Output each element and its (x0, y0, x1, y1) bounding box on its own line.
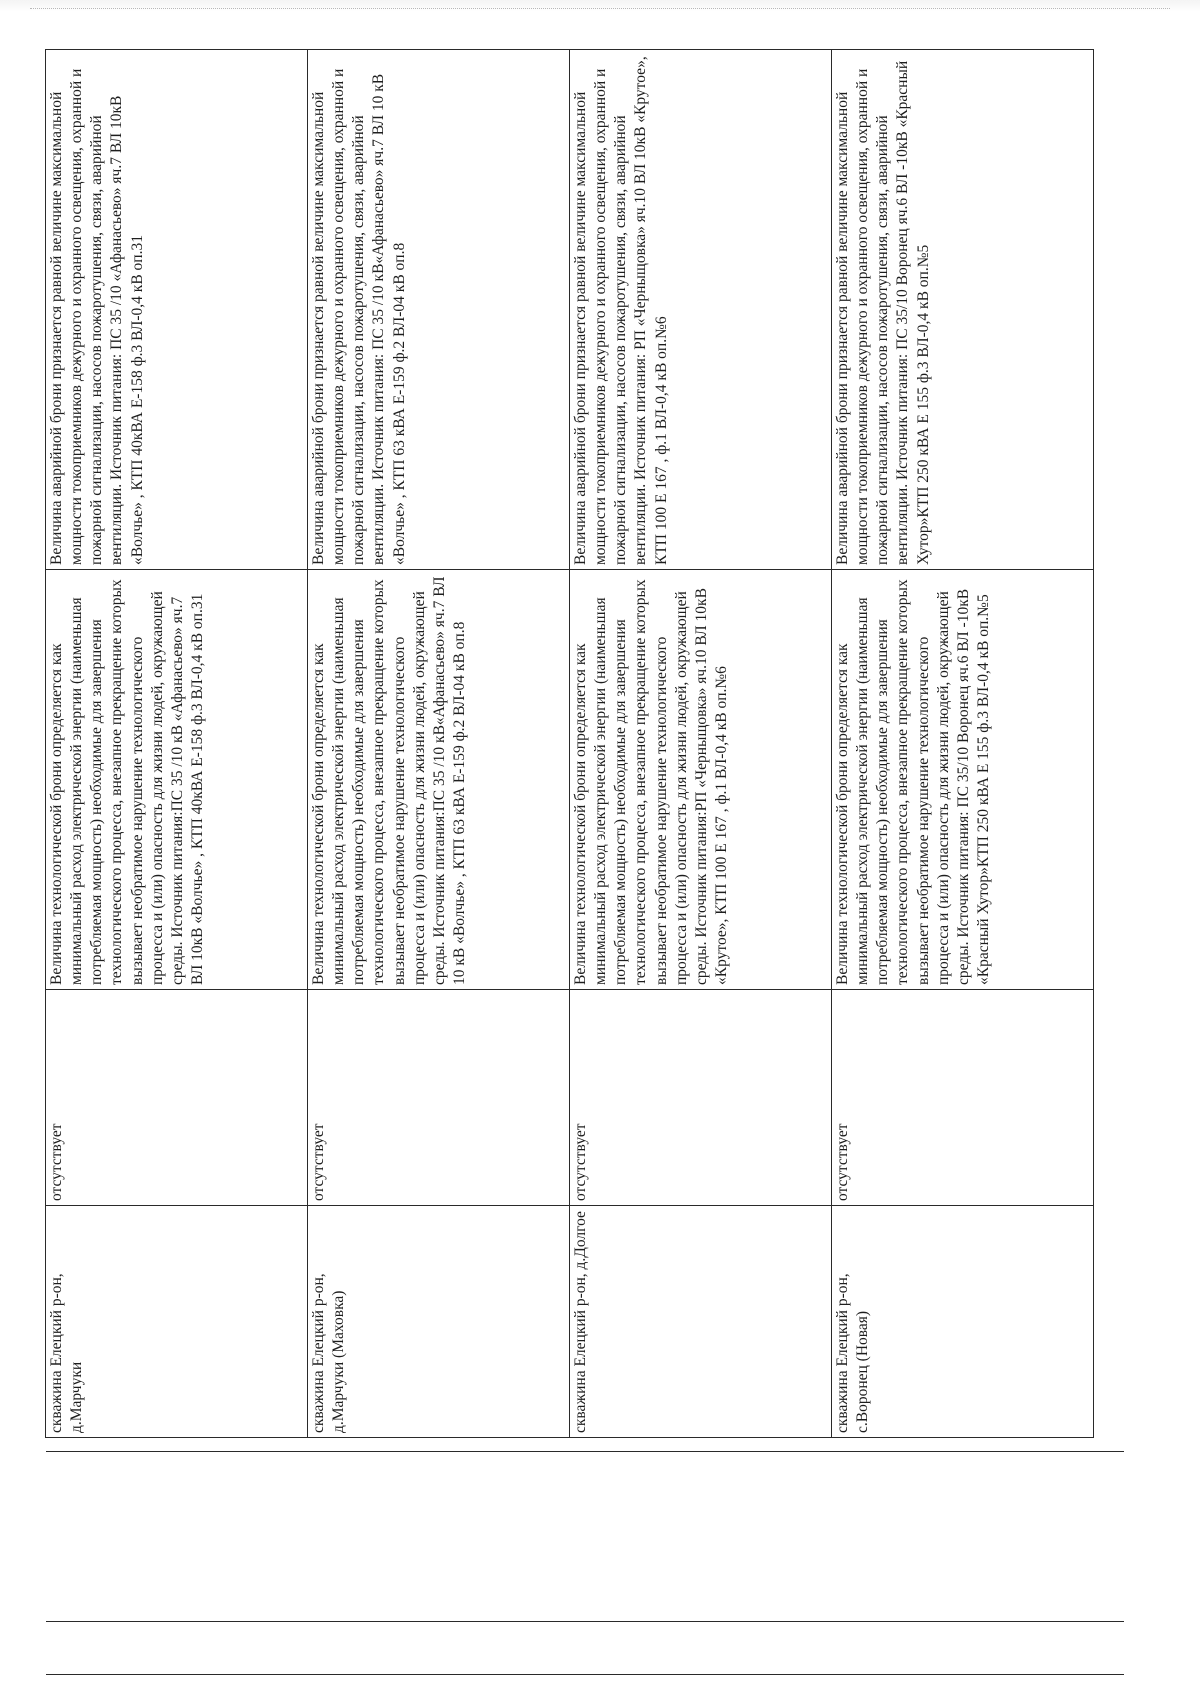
table-row (46, 50, 308, 1438)
rotated-document-page (40, 8, 1100, 1688)
table-row (570, 50, 832, 1438)
object-cell: скважина Елецкий р-он, д.Марчуки (46, 1206, 308, 1438)
tech-armor-description-cell: Величина технологической брони определяется как минимальный расход электрической энергии (наименьшая потребляемая мощность) необходимые для завершения технологического процесса, внезапное прекращение которых вызывает необратимое нарушение технологического процесса и (или) опасность для жизни людей, окружающей среды. Источник питания:ПС 35 /10 кВ «Афанасьево» яч.7 ВЛ 10кВ «Волчье» , КТП 40кВА Е-158 ф.3 ВЛ-0,4 кВ оп.31 (46, 570, 308, 990)
table-row (832, 50, 1094, 1438)
divider-line (46, 1674, 1124, 1675)
tech-armor-description-cell: Величина технологической брони определяется как минимальный расход электрической энергии (наименьшая потребляемая мощность) необходимые для завершения технологического процесса, внезапное прекращение которых вызывает необратимое нарушение технологического процесса и (или) опасность для жизни людей, окружающей среды. Источник питания:РП «Черныщовка» яч.10 ВЛ 10кВ «Крутое», КТП 100 Е 167 , ф.1 ВЛ-0,4 кВ оп.№6 (570, 570, 832, 990)
emergency-armor-description-cell: Величина аварийной брони признается равной величине максимальной мощности токоприемников дежурного и охранного освещения, охранной и пожарной сигнализации, насосов пожаротушения, связи, аварийной вентиляции. Источник питания: ПС 35 /10 «Афанасьево» яч.7 ВЛ 10кВ «Волчье» , КТП 40кВА Е-158 ф.3 ВЛ-0,4 кВ оп.31 (46, 50, 308, 570)
tech-armor-description-cell: Величина технологической брони определяется как минимальный расход электрической энергии (наименьшая потребляемая мощность) необходимые для завершения технологического процесса, внезапное прекращение которых вызывает необратимое нарушение технологического процесса и (или) опасность для жизни людей, окружающей среды. Источник питания: ПС 35/10 Воронец яч.6 ВЛ -10кВ «Красный Хутор»КТП 250 кВА Е 155 ф.3 ВЛ-0,4 кВ оп.№5 (832, 570, 1094, 990)
object-cell: скважина Елецкий р-он, д.Долгое (570, 1206, 832, 1438)
emergency-armor-description-cell: Величина аварийной брони признается равной величине максимальной мощности токоприемников дежурного и охранного освещения, охранной и пожарной сигнализации, насосов пожаротушения, связи, аварийной вентиляции. Источник питания: ПС 35 /10 кВ«Афанасьево» яч.7 ВЛ 10 кВ «Волчье» , КТП 63 кВА Е-159 ф.2 ВЛ-04 кВ оп.8 (308, 50, 570, 570)
tech-armor-status-cell: отсутствует (46, 990, 308, 1206)
power-reserve-table (45, 49, 1094, 1438)
object-cell: скважина Елецкий р-он, с.Воронец (Новая) (832, 1206, 1094, 1438)
emergency-armor-description-cell: Величина аварийной брони признается равной величине максимальной мощности токоприемников дежурного и охранного освещения, охранной и пожарной сигнализации, насосов пожаротушения, связи, аварийной вентиляции. Источник питания: ПС 35/10 Воронец яч.6 ВЛ -10кВ «Красный Хутор»КТП 250 кВА Е 155 ф.3 ВЛ-0,4 кВ оп.№5 (832, 50, 1094, 570)
object-cell: скважина Елецкий р-он, д.Марчуки (Маховка) (308, 1206, 570, 1438)
divider-line (46, 1451, 1124, 1452)
emergency-armor-description-cell: Величина аварийной брони признается равной величине максимальной мощности токоприемников дежурного и охранного освещения, охранной и пожарной сигнализации, насосов пожаротушения, связи, аварийной вентиляции. Источник питания: РП «Черныщовка» яч.10 ВЛ 10кВ «Крутое», КТП 100 Е 167 , ф.1 ВЛ-0,4 кВ оп.№6 (570, 50, 832, 570)
tech-armor-status-cell: отсутствует (308, 990, 570, 1206)
tech-armor-status-cell: отсутствует (832, 990, 1094, 1206)
tech-armor-status-cell: отсутствует (570, 990, 832, 1206)
tech-armor-description-cell: Величина технологической брони определяется как минимальный расход электрической энергии (наименьшая потребляемая мощность) необходимые для завершения технологического процесса, внезапное прекращение которых вызывает необратимое нарушение технологического процесса и (или) опасность для жизни людей, окружающей среды. Источник питания:ПС 35 /10 кВ«Афанасьево» яч.7 ВЛ 10 кВ «Волчье» , КТП 63 кВА Е-159 ф.2 ВЛ-04 кВ оп.8 (308, 570, 570, 990)
table-row (308, 50, 570, 1438)
divider-line (46, 1621, 1124, 1622)
